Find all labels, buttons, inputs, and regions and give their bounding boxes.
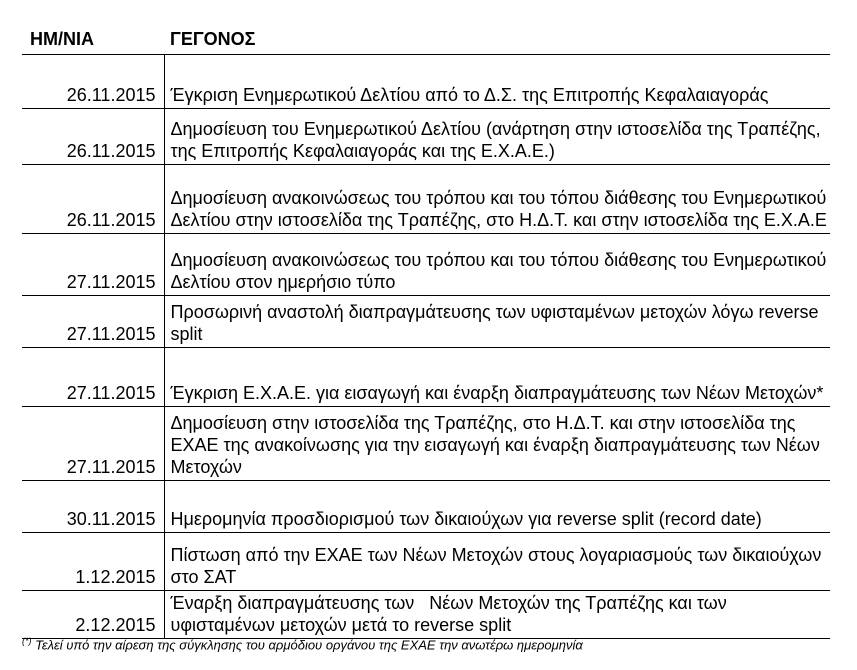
table-row	[22, 407, 830, 481]
footnote-text: Τελεί υπό την αίρεση της σύγκλησης του αρμόδιου οργάνου της ΕΧΑΕ την ανωτέρω ημερομηνία	[35, 637, 583, 653]
events-timetable	[22, 18, 830, 639]
event-description: Δημοσίευση στην ιστοσελίδα της Τραπέζης, στο Η.Δ.Τ. και στην ιστοσελίδα της ΕΧΑΕ της ανακοίνωσης για την εισαγωγή και έναρξη διαπραγμάτευσης των Νέων Μετοχών	[164, 407, 830, 481]
event-description: Δημοσίευση ανακοινώσεως του τρόπου και του τόπου διάθεσης του Ενημερωτικού Δελτίου στην ιστοσελίδα της Τραπέζης, στο Η.Δ.Τ. και στην ιστοσελίδα της Ε.Χ.Α.Ε	[164, 165, 830, 234]
table-header-row	[22, 18, 830, 55]
event-description: Έναρξη διαπραγμάτευσης των Νέων Μετοχών της Τραπέζης και των υφισταμένων μετοχών μετά το reverse split	[164, 591, 830, 639]
table-row	[22, 55, 830, 109]
event-description: Προσωρινή αναστολή διαπραγμάτευσης των υφισταμένων μετοχών λόγω reverse split	[164, 296, 830, 348]
event-description: Ημερομηνία προσδιορισμού των δικαιούχων για reverse split (record date)	[164, 481, 830, 533]
event-description: Δημοσίευση του Ενημερωτικού Δελτίου (ανάρτηση στην ιστοσελίδα της Τραπέζης, της Επιτροπής Κεφαλαιαγοράς και της Ε.Χ.Α.Ε.)	[164, 109, 830, 165]
table-row	[22, 481, 830, 533]
table-row	[22, 165, 830, 234]
event-description: Έγκριση Ε.Χ.Α.Ε. για εισαγωγή και έναρξη διαπραγμάτευσης των Νέων Μετοχών*	[164, 348, 830, 407]
table-row	[22, 234, 830, 296]
event-date: 26.11.2015	[22, 109, 164, 165]
timetable-document	[22, 18, 830, 639]
event-date: 26.11.2015	[22, 55, 164, 109]
event-column-header: ΓΕΓΟΝΟΣ	[164, 18, 830, 55]
date-column-header: ΗΜ/ΝΙΑ	[22, 18, 164, 55]
event-description: Δημοσίευση ανακοινώσεως του τρόπου και του τόπου διάθεσης του Ενημερωτικού Δελτίου στον ημερήσιο τύπο	[164, 234, 830, 296]
event-date: 26.11.2015	[22, 165, 164, 234]
table-row	[22, 109, 830, 165]
footnote	[22, 636, 583, 652]
table-row	[22, 296, 830, 348]
table-row	[22, 533, 830, 591]
footnote-marker: (*)	[22, 636, 32, 646]
event-date: 30.11.2015	[22, 481, 164, 533]
table-row	[22, 348, 830, 407]
table-row	[22, 591, 830, 639]
event-description: Έγκριση Ενημερωτικού Δελτίου από το Δ.Σ. της Επιτροπής Κεφαλαιαγοράς	[164, 55, 830, 109]
event-date: 27.11.2015	[22, 234, 164, 296]
event-date: 27.11.2015	[22, 296, 164, 348]
event-date: 2.12.2015	[22, 591, 164, 639]
event-date: 27.11.2015	[22, 407, 164, 481]
event-description: Πίστωση από την ΕΧΑΕ των Νέων Μετοχών στους λογαριασμούς των δικαιούχων στο ΣΑΤ	[164, 533, 830, 591]
event-date: 1.12.2015	[22, 533, 164, 591]
event-date: 27.11.2015	[22, 348, 164, 407]
